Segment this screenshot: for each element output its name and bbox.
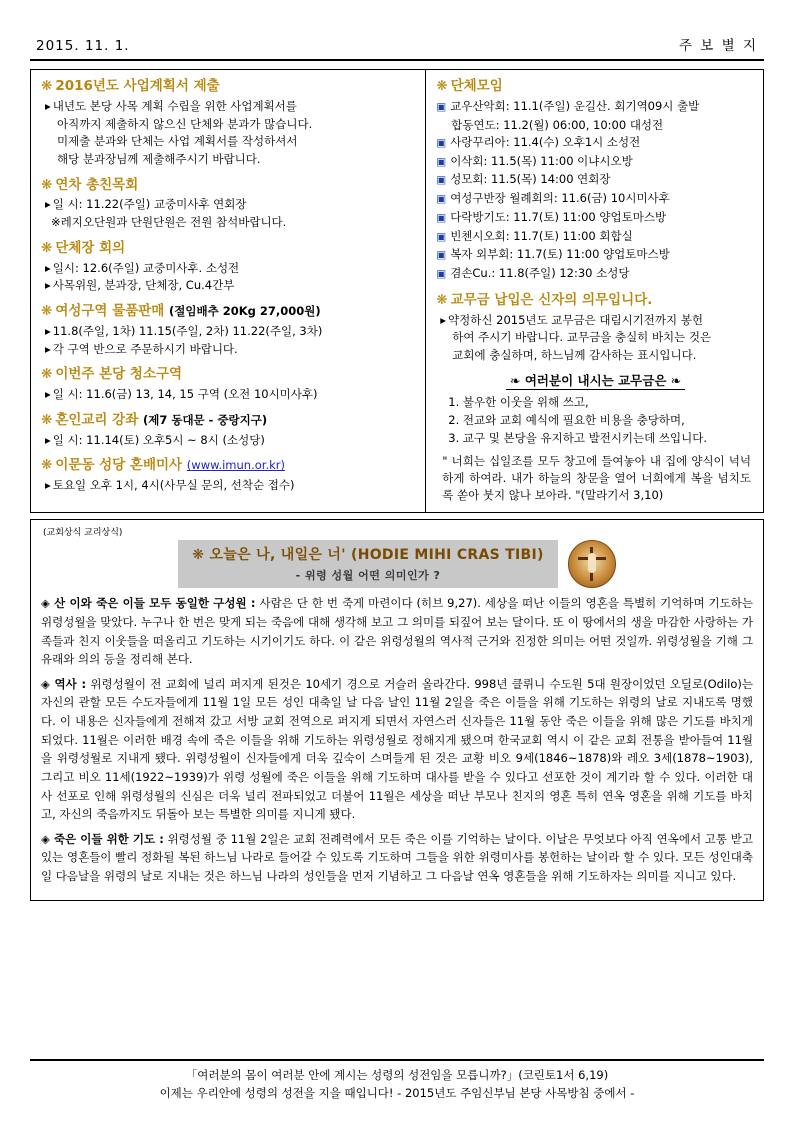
article-tag: (교회상식 교리상식) bbox=[43, 528, 123, 539]
section-line: ▸ 일 시: 11.14(토) 오후5시 ~ 8시 (소성당) bbox=[45, 432, 265, 447]
article-paragraph bbox=[41, 830, 753, 886]
section-line: ▸ 내년도 본당 사목 계획 수립을 위한 사업계획서를 bbox=[45, 98, 297, 113]
announcements-block bbox=[30, 69, 764, 513]
article-paragraph-text: 위령성월이 전 교회에 널리 퍼지게 된것은 10세기 경으로 거슬러 올라간다. 998년 클뤼니 수도원 5대 원장이었던 오딜로(Odilo)는 자신의 관할 모든 수도자들에게 11월 1일 모든 성인 대축일 날 다음 날인 11월 2일을 죽은 이들을 위해 기도하는 위령의 날로 지내도록 명했다. 이 내용은 신자들에게 전해져 갔고 서방 교회 전역으로 퍼지게 되면서 자연스러 신자들은 11월 동안 죽은 이들을 위해 많은 기도를 바치게 되었다. 11월은 이러한 배경 속에 죽은 이들을 위해 기도하는 위령성월로 정해지게 됐으며 한국교회 역시 이 같은 교회 전통을 받아들여 11월을 위령성월로 지내게 됐다. 위령성월이 신자들에게 더욱 깊숙이 스며들게 된 것은 교황 비오 9세(1846~1878)와 레오 3세(1878~1903), 그리고 비오 11세(1922~1939)가 위령 성월에 죽은 이들을 위해 기도하며 대사를 받을 수 있다고 선포한 것이 계기라 할 수 있다. 이러한 대사 선포로 인해 위령성월의 신심은 더욱 널리 전파되었고 더불어 11월은 세상을 떠난 부모나 친지의 영혼 특히 연옥 영혼을 위해 기도를 바치고, 자신의 죽음까지도 뒤돌아 보는 특별한 의미를 지니게 됐다. bbox=[41, 676, 753, 822]
article-title-banner bbox=[178, 540, 557, 588]
dues-usage-item: 3. 교구 및 본당을 유지하고 발전시키는데 쓰입니다. bbox=[448, 431, 708, 446]
dues-line: 교회에 충실하며, 하느님께 감사하는 표시입니다. bbox=[452, 348, 697, 363]
article-paragraph-text: 사람은 단 한 번 죽게 마련이다 (히브 9,27). 세상을 떠난 이들의 영혼을 특별히 기억하며 기도하는 위령성월을 맞았다. 누구나 한 번은 맞게 되는 죽음에 대해 생각해 보고 그 의미를 되짚어 보는 달이다. 또 이 땅에서의 생을 마감한 사랑하는 가족들과 친지 이웃들을 떠올리고 기도하는 시기이기도 하다. 이 같은 위령성월의 역사적 근거와 진정한 의미는 어떤 것일까. 위령성월을 기해 그 유래와 의의 등을 정리해 본다. bbox=[41, 596, 753, 667]
section-title: ❋ 연차 총친목회 bbox=[41, 176, 139, 193]
flower-icon: ❋ bbox=[41, 457, 53, 474]
document-header bbox=[30, 34, 764, 61]
section-note: ※레지오단원과 단원단원은 전원 참석바랍니다. bbox=[51, 215, 287, 230]
section-title: ❋ 혼인교리 강좌 (제7 동대문 - 중랑지구) bbox=[41, 411, 268, 428]
section-line: ▸ 일 시: 11.6(금) 13, 14, 15 구역 (오전 10시미사후) bbox=[45, 387, 318, 402]
document-kind: 주 보 별 지 bbox=[678, 38, 758, 54]
bullet-marker: ▸ bbox=[45, 278, 51, 293]
book-icon: ▣ bbox=[436, 268, 447, 281]
footer-line-1: 「여러분의 몸이 여러분 안에 계시는 성령의 성전임을 모릅니까?」(코린토1서 6,19) bbox=[185, 1068, 609, 1083]
section-title: ❋ 교무금 납입은 신자의 의무입니다. bbox=[436, 291, 653, 308]
flower-icon: ❋ bbox=[41, 176, 53, 193]
article-paragraph-text: 위령성월 중 11월 2일은 교회 전례력에서 모든 죽은 이를 기억하는 날이다. 이날은 무엇보다 아직 연옥에서 고통 받고 있는 영혼들이 빨리 정화될 복된 하느님 나라로 들어갈 수 있도록 기도하며 그들을 위한 위령미사를 봉헌하는 날이라 할 수 있다. 모든 성인대축일 다음날을 위령의 날로 지내는 것은 하느님 나라의 성인들을 먼저 기념하고 그 다음날 연옥 영혼들을 위해 기도하자는 의미를 지니고 있다. bbox=[41, 831, 753, 884]
flower-icon: ❋ bbox=[41, 239, 53, 256]
list-item: ▣ 사랑꾸리아: 11.4(수) 오후1시 소성전 bbox=[436, 134, 641, 149]
bullet-marker: ▸ bbox=[45, 260, 51, 275]
bullet-marker: ▸ bbox=[45, 432, 51, 447]
section-line: ▸ 11.8(주일, 1차) 11.15(주일, 2차) 11.22(주일, 3차) bbox=[45, 323, 323, 338]
section-title-sub: (제7 동대문 - 중랑지구) bbox=[142, 412, 268, 427]
section-line: ▸ 사목위원, 분과장, 단체장, Cu.4간부 bbox=[45, 278, 235, 293]
crucifix-icon bbox=[568, 540, 616, 588]
dues-subheading-text: ❧ 여러분이 내시는 교무금은 ❧ bbox=[506, 373, 685, 390]
list-item: ▣ 겸손Cu.: 11.8(주일) 12:30 소성당 bbox=[436, 266, 630, 281]
article-header bbox=[41, 540, 753, 588]
dues-usage-item: 1. 불우한 이웃을 위해 쓰고, bbox=[448, 394, 589, 409]
book-icon: ▣ bbox=[436, 249, 447, 262]
left-announcements-column bbox=[31, 70, 426, 512]
section-title: ❋ 2016년도 사업계획서 제출 bbox=[41, 78, 220, 94]
dues-usage-item: 2. 전교와 교회 예식에 필요한 비용을 충당하며, bbox=[448, 413, 685, 428]
article-subtitle: - 위령 성월 어떤 의미인가 ? bbox=[295, 569, 441, 583]
book-icon: ▣ bbox=[436, 155, 447, 168]
article-paragraph bbox=[41, 594, 753, 669]
parish-website-link[interactable]: (www.imun.or.kr) bbox=[186, 458, 285, 473]
article-paragraph-lead: ◈ 역사 : bbox=[41, 676, 87, 691]
section-line: 미제출 분과와 단체는 사업 계획서를 작성하셔서 bbox=[57, 134, 298, 149]
section-line: 아직까지 제출하지 않으신 단체와 분과가 많습니다. bbox=[57, 116, 313, 131]
book-icon: ▣ bbox=[436, 136, 447, 149]
flower-icon: ❋ bbox=[41, 366, 53, 383]
book-icon: ▣ bbox=[436, 193, 447, 206]
section-line: ▸ 일 시: 11.22(주일) 교중미사후 연회장 bbox=[45, 197, 247, 212]
section-womens-district-sale bbox=[41, 303, 417, 357]
list-item: ▣ 이삭회: 11.5(목) 11:00 이냐시오방 bbox=[436, 153, 633, 168]
dues-line: ▸ 약정하신 2015년도 교무금은 대림시기전까지 봉헌 bbox=[440, 312, 704, 327]
section-title: ❋ 여성구역 물품판매 (절임배추 20Kg 27,000원) bbox=[41, 303, 321, 319]
flower-icon: ❋ bbox=[192, 547, 205, 564]
book-icon: ▣ bbox=[436, 230, 447, 243]
list-item: ▣ 여성구반장 월례회의: 11.6(금) 10시미사후 bbox=[436, 191, 670, 206]
bullet-marker: ▸ bbox=[45, 197, 51, 212]
article-block bbox=[30, 519, 764, 900]
section-title: ❋ 단체모임 bbox=[436, 78, 503, 94]
section-line: 해당 분과장님께 제출해주시기 바랍니다. bbox=[57, 151, 261, 166]
list-item: ▣ 복자 외부회: 11.7(토) 11:00 양업토마스방 bbox=[436, 247, 670, 262]
list-item: ▣ 다락방기도: 11.7(토) 11:00 양업토마스방 bbox=[436, 209, 667, 224]
section-cleaning-district bbox=[41, 366, 417, 403]
list-item: 합동연도: 11.2(월) 06:00, 10:00 대성전 bbox=[451, 117, 664, 132]
page-footer bbox=[30, 1059, 764, 1103]
section-wedding-mass bbox=[41, 457, 417, 494]
flower-icon: ❋ bbox=[436, 78, 448, 94]
article-paragraph bbox=[41, 675, 753, 824]
section-title: ❋ 단체장 회의 bbox=[41, 239, 126, 256]
section-marriage-course bbox=[41, 412, 417, 449]
bullet-marker: ▸ bbox=[45, 478, 51, 493]
section-annual-fellowship bbox=[41, 177, 417, 231]
flower-icon: ❋ bbox=[41, 78, 53, 94]
section-business-plan bbox=[41, 78, 417, 168]
article-paragraph-lead: ◈ 산 이와 죽은 이들 모두 동일한 구성원 : bbox=[41, 596, 256, 611]
bullet-marker: ▸ bbox=[45, 387, 51, 402]
section-title-sub: (절임배추 20Kg 27,000원) bbox=[169, 304, 321, 318]
section-group-meetings bbox=[436, 78, 755, 283]
section-group-leaders-meeting bbox=[41, 240, 417, 294]
flower-icon: ❋ bbox=[41, 303, 53, 319]
book-icon: ▣ bbox=[436, 174, 447, 187]
article-paragraph-lead: ◈ 죽은 이들 위한 기도 : bbox=[41, 831, 164, 846]
right-announcements-column bbox=[426, 70, 763, 512]
section-title: ❋ 이문동 성당 혼배미사 (www.imun.or.kr) bbox=[41, 457, 285, 474]
list-item: ▣ 성모회: 11.5(목) 14:00 연회장 bbox=[436, 172, 611, 187]
flower-icon: ❋ bbox=[436, 291, 448, 308]
bullet-marker: ▸ bbox=[45, 98, 51, 113]
list-item: ▣ 빈첸시오회: 11.7(토) 11:00 회합실 bbox=[436, 228, 633, 243]
bullet-marker: ▸ bbox=[45, 323, 51, 338]
book-icon: ▣ bbox=[436, 100, 447, 113]
section-line: ▸ 각 구역 반으로 주문하시기 바랍니다. bbox=[45, 341, 238, 356]
footer-line-2: 이제는 우리안에 성령의 성전을 지을 때입니다! - 2015년도 주임신부님 본당 사목방침 중에서 - bbox=[159, 1086, 635, 1101]
dues-subheading bbox=[436, 371, 755, 389]
article-title: ❋ 오늘은 나, 내일은 너' (HODIE MIHI CRAS TIBI) bbox=[192, 547, 544, 564]
section-title: ❋ 이번주 본당 청소구역 bbox=[41, 366, 183, 383]
section-line: ▸ 토요일 오후 1시, 4시(사무실 문의, 선착순 접수) bbox=[45, 478, 295, 493]
book-icon: ▣ bbox=[436, 211, 447, 224]
scripture-quote: " 너희는 십일조를 모두 창고에 들여놓아 내 집에 양식이 넉넉하게 하여라. 내가 하늘의 창문을 열어 너희에게 복을 넘치도록 쏟아 붓지 않나 보아라. "(말라기서 3,10) bbox=[442, 453, 751, 503]
bullet-marker: ▸ bbox=[45, 341, 51, 356]
section-line: ▸ 일시: 12.6(주일) 교중미사후. 소성전 bbox=[45, 260, 240, 275]
issue-date: 2015. 11. 1. bbox=[36, 38, 130, 54]
bullet-marker: ▸ bbox=[440, 312, 447, 327]
section-parish-dues bbox=[436, 292, 755, 504]
list-item: ▣ 교우산악회: 11.1(주일) 운길산. 회기역09시 출발 bbox=[436, 98, 700, 113]
flower-icon: ❋ bbox=[41, 411, 53, 428]
dues-line: 하여 주시기 바랍니다. 교무금을 충실히 바치는 것은 bbox=[452, 330, 712, 345]
